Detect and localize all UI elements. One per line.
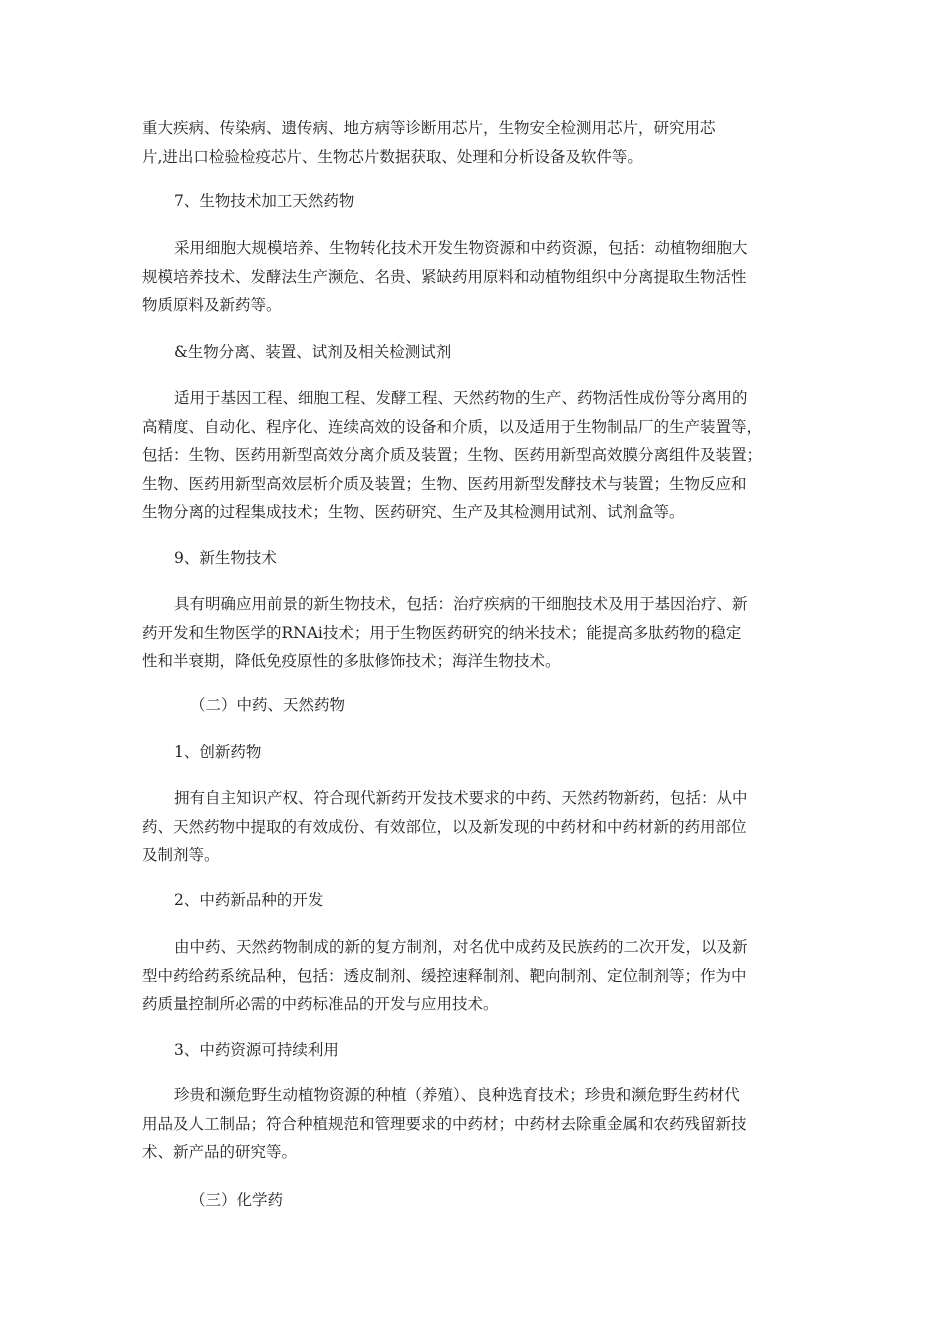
paragraph-line: 药、天然药物中提取的有效成份、有效部位，以及新发现的中药材和中药材新的药用部位 <box>142 817 747 836</box>
paragraph-innovative-drugs <box>142 784 816 870</box>
paragraph-line: 具有明确应用前景的新生物技术，包括：治疗疾病的干细胞技术及用于基因治疗、新 <box>174 595 748 613</box>
paragraph-new-biotech <box>142 590 816 676</box>
paragraph-line: 片,进出口检验检疫芯片、生物芯片数据获取、处理和分析设备及软件等。 <box>142 147 643 166</box>
section-heading-3: 3、中药资源可持续利用 <box>174 1041 339 1059</box>
paragraph-separation <box>142 384 816 527</box>
paragraph-line: 包括：生物、医药用新型高效分离介质及装置；生物、医药用新型高效膜分离组件及装置； <box>142 446 763 464</box>
paragraph-line: 由中药、天然药物制成的新的复方制剂，对名优中成药及民族药的二次开发，以及新 <box>174 938 748 956</box>
paragraph-chips <box>142 114 816 171</box>
section-heading-7: 7、生物技术加工天然药物 <box>174 192 355 210</box>
subsection-heading-3: （三）化学药 <box>190 1191 284 1209</box>
paragraph-line: 术、新产品的研究等。 <box>142 1143 298 1161</box>
paragraph-line: 及制剂等。 <box>142 846 220 864</box>
paragraph-line: 生物、医药用新型高效层析介质及装置；生物、医药用新型发酵技术与装置；生物反应和 <box>142 474 747 493</box>
paragraph-line: 拥有自主知识产权、符合现代新药开发技术要求的中药、天然药物新药，包括：从中 <box>174 789 748 807</box>
paragraph-natural-drugs <box>142 234 816 320</box>
paragraph-line: 药开发和生物医学的RNAi技术；用于生物医药研究的纳米技术；能提高多肽药物的稳定 <box>142 623 742 642</box>
section-heading-8: &生物分离、装置、试剂及相关检测试剂 <box>174 343 452 361</box>
paragraph-line: 采用细胞大规模培养、生物转化技术开发生物资源和中药资源，包括：动植物细胞大 <box>174 239 748 257</box>
section-heading-9: 9、新生物技术 <box>174 549 277 567</box>
paragraph-resources <box>142 1081 816 1167</box>
paragraph-line: 药质量控制所必需的中药标准品的开发与应用技术。 <box>142 995 499 1013</box>
paragraph-line: 重大疾病、传染病、遗传病、地方病等诊断用芯片，生物安全检测用芯片，研究用芯 <box>142 119 716 137</box>
paragraph-line: 高精度、自动化、程序化、连续高效的设备和介质，以及适用于生物制品厂的生产装置等， <box>142 417 763 436</box>
section-heading-1: 1、创新药物 <box>174 743 262 761</box>
paragraph-line: 物质原料及新药等。 <box>142 296 282 314</box>
paragraph-line: 生物分离的过程集成技术；生物、医药研究、生产及其检测用试剂、试剂盒等。 <box>142 503 685 521</box>
paragraph-line: 规模培养技术、发酵法生产濒危、名贵、紧缺药用原料和动植物组织中分离提取生物活性 <box>142 267 747 286</box>
paragraph-new-varieties <box>142 933 816 1019</box>
paragraph-line: 用品及人工制品；符合种植规范和管理要求的中药材；中药材去除重金属和农药残留新技 <box>142 1114 747 1133</box>
paragraph-line: 珍贵和濒危野生动植物资源的种植（养殖）、良种选育技术；珍贵和濒危野生药材代 <box>174 1086 740 1104</box>
subsection-heading-2: （二）中药、天然药物 <box>190 696 346 714</box>
paragraph-line: 适用于基因工程、细胞工程、发酵工程、天然药物的生产、药物活性成份等分离用的 <box>174 389 748 407</box>
section-heading-2: 2、中药新品种的开发 <box>174 891 324 909</box>
paragraph-line: 性和半衰期，降低免疫原性的多肽修饰技术；海洋生物技术。 <box>142 652 561 670</box>
paragraph-line: 型中药给药系统品种，包括：透皮制剂、缓控速释制剂、靶向制剂、定位制剂等；作为中 <box>142 966 747 985</box>
